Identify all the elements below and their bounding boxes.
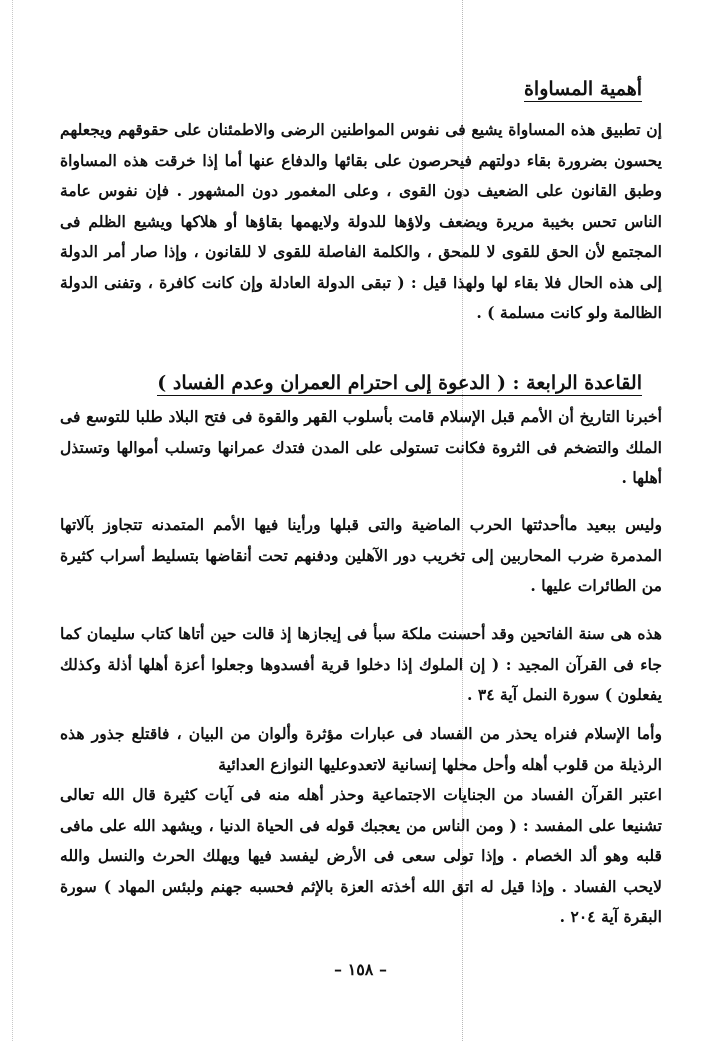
paragraph-quran: اعتبر القرآن الفساد من الجنايات الاجتماعية وحذر أهله منه فى آيات كثيرة قال الله تعالى تشنيعا على المفسد : ( ومن الناس من يعجبك قوله فى الحياة الدنيا ، ويشهد الله على مافى قلبه وهو ألد الخصام . وإذا تولى سعى فى الأرض ليفسد فيها ويهلك الحرث والنسل والله لايحب الفساد . وإذا قيل له اتق الله أخذته العزة بالإثم فحسبه جهنم ولبئس المهاد ) سورة البقرة آية ٢٠٤ . [60,785,662,926]
paragraph-equality: إن تطبيق هذه المساواة يشيع فى نفوس المواطنين الرضى والاطمئنان على حقوقهم ويجعلهم يحسون بضرورة بقاء دولتهم فيحرصون على بقائها والدفاع عنها أما إذا خرقت هذه المساواة وطبق القانون على الضعيف دون القوى ، وعلى المغمور دون المشهور . فإن نفوس عامة الناس تحس بخيبة مريرة ويضعف ولاؤها للدولة ولايهمها بقاؤها أو هلاكها ويشيع الظلم فى المجتمع لأن الحق للقوى لا للمحق ، والكلمة الفاصلة للقوى لا للقانون ، وإذا صار أمر الدولة إلى هذه الحال فلا بقاء لها ولهذا قيل : ( تبقى الدولة العادلة وإن كانت كافرة ، وتفنى الدولة الظالمة ولو كانت مسلمة ) . [60,120,662,322]
heading-fourth-rule: القاعدة الرابعة : ( الدعوة إلى احترام العمران وعدم الفساد ) [157,372,642,394]
section-islam [60,719,662,780]
page-number: – ١٥٨ – [334,960,387,979]
scan-edge-line [12,0,13,1041]
section-sheba [60,619,662,711]
paragraph-history: أخبرنا التاريخ أن الأمم قبل الإسلام قامت بأسلوب القهر والقوة فى فتح البلاد طلبا للتوسع فى الملك والتضخم فى الثروة فكانت تستولى على المدن فتدك عمرانها وتسلب أموالها وتستذل أهلها . [60,407,662,487]
section-quran [60,780,662,933]
section-history [60,402,662,494]
section-equality [60,115,662,329]
section-war [60,510,662,602]
heading-equality-importance: أهمية المساواة [523,78,642,100]
paragraph-war: وليس ببعيد ماأحدثتها الحرب الماضية والتى قبلها ورأينا فيها الأمم المتمدنه تتجاوز بآلاتها المدمرة ضرب المحاربين إلى تخريب دور الآهلين ودفنهم تحت أنقاضها بتسليط أسراب كثيرة من الطائرات عليها . [60,515,662,595]
paragraph-sheba: هذه هى سنة الفاتحين وقد أحسنت ملكة سبأ فى إيجازها إذ قالت حين أتاها كتاب سليمان كما جاء فى القرآن المجيد : ( إن الملوك إذا دخلوا قرية أفسدوها وجعلوا أعزة أهلها أذلة وكذلك يفعلون ) سورة النمل آية ٣٤ . [60,624,662,704]
paragraph-islam: وأما الإسلام فنراه يحذر من الفساد فى عبارات مؤثرة وألوان من البيان ، فاقتلع جذور هذه الرذيلة من قلوب أهله وأحل محلها إنسانية لاتعدوعليها النوازع العدائية [60,724,662,774]
